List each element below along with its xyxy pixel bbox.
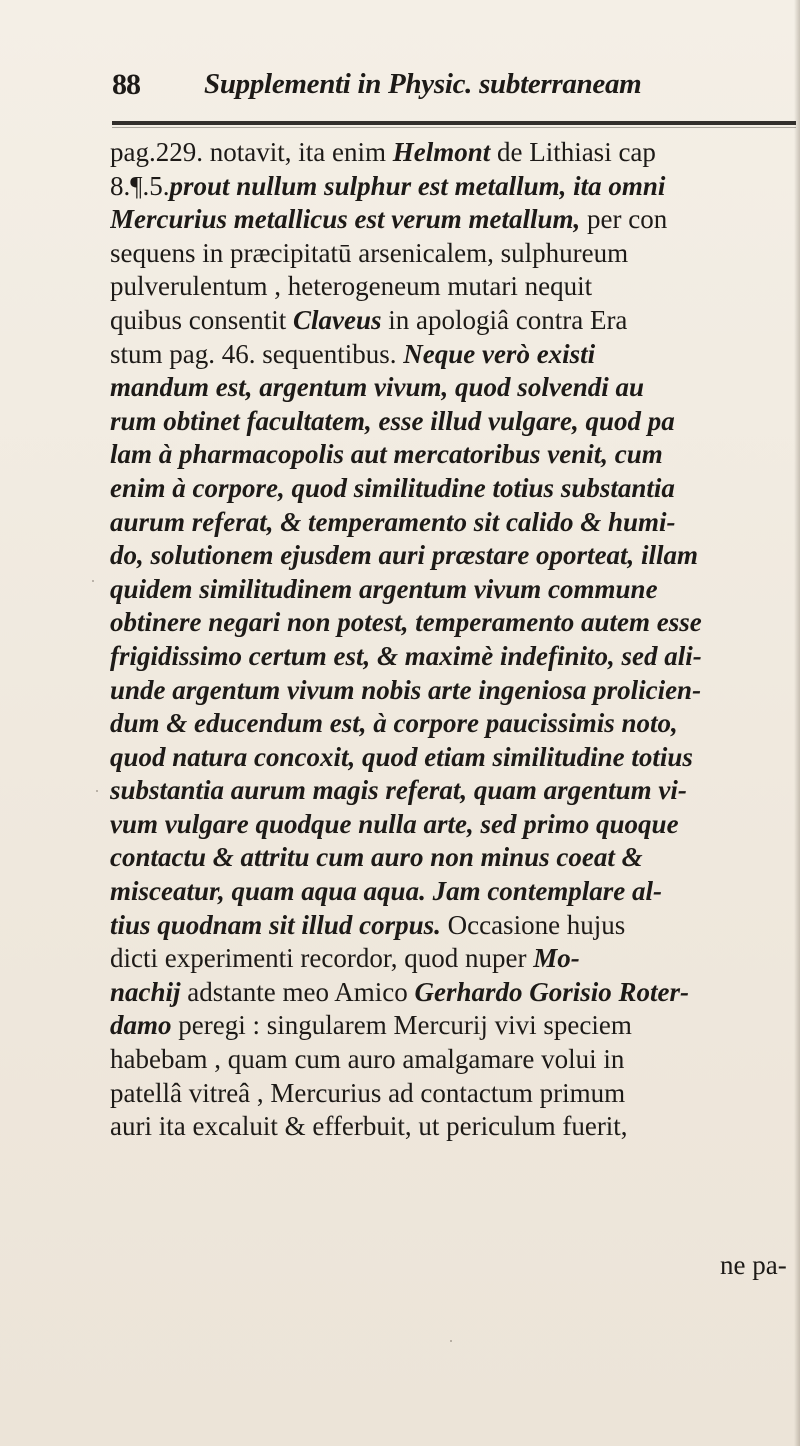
italic-text-segment: obtinere negari non potest, temperamento autem esse [110,607,702,638]
italic-text-segment: enim à corpore, quod similitudine totius substantia [110,472,675,503]
text-line [110,170,800,204]
text-line [110,1009,800,1043]
italic-text-segment: Gerhardo Gorisio Roter- [414,976,690,1007]
italic-text-segment: dum & educendum est, à corpore paucissimis noto, [110,708,678,739]
roman-text-segment: 8.¶.5. [110,170,170,201]
header-rule-thin [112,127,796,128]
italic-text-segment: quidem similitudinem argentum vivum commune [110,573,658,604]
text-line [110,270,800,304]
italic-text-segment: aurum referat, & temperamento sit calido & humi- [110,506,676,537]
text-line [110,539,800,573]
page-header [112,68,800,108]
roman-text-segment: per con [580,204,668,235]
text-line [110,841,800,875]
italic-text-segment: Mo- [533,943,580,974]
text-line [110,741,800,775]
roman-text-segment: Occasione hujus [440,909,626,940]
italic-text-segment: Claveus [293,304,382,335]
text-line [110,573,800,607]
roman-text-segment: auri ita excaluit & efferbuit, ut periculum fuerit, [110,1111,628,1142]
text-line [110,875,800,909]
catchword: ne pa- [720,1250,787,1280]
italic-text-segment: lam à pharmacopolis aut mercatoribus venit, cum [110,439,663,470]
text-line [110,640,800,674]
text-line [110,371,800,405]
italic-text-segment: prout nullum sulphur est metallum, ita omni [169,170,666,201]
text-line [110,707,800,741]
italic-text-segment: Helmont [392,137,491,167]
italic-text-segment: unde argentum vivum nobis arte ingeniosa prolicien- [110,674,702,705]
italic-text-segment: vum vulgare quodque nulla arte, sed primo quoque [110,808,679,839]
italic-text-segment: do, solutionem ejusdem auri præstare oporteat, illam [110,540,699,571]
text-line [110,1110,800,1144]
roman-text-segment: habebam , quam cum auro amalgamare volui in [110,1044,625,1075]
text-line [110,136,800,170]
roman-text-segment: de Lithiasi cap [490,137,656,167]
roman-text-segment: pulverulentum , heterogeneum mutari nequit [110,271,593,302]
italic-text-segment: damo [110,1010,172,1041]
text-line [110,472,800,506]
italic-text-segment: misceatur, quam aqua aqua. Jam contemplare al- [110,876,663,907]
text-line [110,774,800,808]
italic-text-segment: quod natura concoxit, quod etiam similitudine totius [110,741,693,772]
paper-speck [450,1340,452,1342]
roman-text-segment: stum pag. 46. sequentibus. [110,338,404,369]
italic-text-segment: contactu & attritu cum auro non minus coeat & [110,842,643,873]
text-line [110,405,800,439]
roman-text-segment: quibus consentit [110,304,293,335]
text-line [110,674,800,708]
roman-text-segment: pag.229. notavit, ita enim [110,137,393,167]
text-line [110,1077,800,1111]
header-rule [112,121,796,125]
text-line [110,237,800,271]
text-line [110,304,800,338]
text-line [110,438,800,472]
italic-text-segment: frigidissimo certum est, & maximè indefinito, sed ali- [110,640,702,671]
text-line [110,506,800,540]
text-line [110,909,800,943]
roman-text-segment: in apologiâ contra Era [381,304,628,335]
text-line [110,942,800,976]
roman-text-segment: dicti experimenti recordor, quod nuper [110,943,534,974]
italic-text-segment: rum obtinet facultatem, esse illud vulgare, quod pa [110,405,675,436]
paper-speck [96,790,98,792]
roman-text-segment: adstante meo Amico [180,976,415,1007]
roman-text-segment: sequens in præcipitatū arsenicalem, sulphureum [110,237,629,268]
text-line [110,976,800,1010]
text-line [110,808,800,842]
text-line [110,203,800,237]
page-number: 88 [112,68,140,101]
body-text [110,136,800,1144]
italic-text-segment: nachij [110,976,181,1007]
paper-speck [92,580,94,582]
italic-text-segment: substantia aurum magis referat, quam argentum vi- [110,775,687,806]
text-line [110,606,800,640]
text-line [110,1043,800,1077]
italic-text-segment: Neque verò existi [403,338,596,369]
italic-text-segment: tius quodnam sit illud corpus. [110,909,441,940]
italic-text-segment: Mercurius metallicus est verum metallum, [110,204,581,235]
running-head: Supplementi in Physic. subterraneam [204,68,642,100]
italic-text-segment: mandum est, argentum vivum, quod solvendi au [110,372,645,403]
roman-text-segment: peregi : singularem Mercurij vivi speciem [171,1010,632,1041]
text-line [110,338,800,372]
roman-text-segment: patellâ vitreâ , Mercurius ad contactum primum [110,1077,626,1108]
